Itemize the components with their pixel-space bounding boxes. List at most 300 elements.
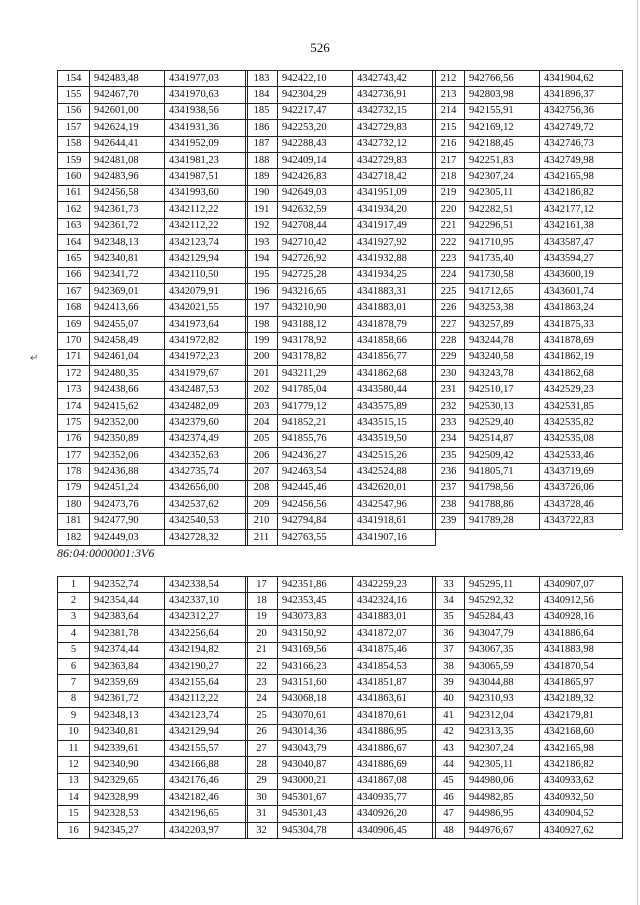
coordinate-x: 942409,14 [278, 152, 353, 168]
coordinate-x: 942726,92 [278, 251, 353, 267]
coordinate-x: 942354,44 [90, 593, 165, 609]
scan-edge-line [637, 0, 638, 905]
point-number: 223 [433, 251, 465, 267]
point-number: 221 [433, 218, 465, 234]
coordinate-x: 943044,88 [465, 675, 540, 691]
table-row [58, 757, 248, 773]
table-row [58, 806, 248, 822]
coordinate-x: 942329,65 [90, 773, 165, 789]
table-row [246, 642, 436, 658]
table-row [58, 773, 248, 789]
coordinate-x: 942304,29 [278, 87, 353, 103]
coordinate-y: 4342155,57 [165, 740, 248, 756]
coordinate-y: 4342352,63 [165, 447, 248, 463]
point-number: 210 [246, 513, 278, 529]
coordinates-table [57, 576, 248, 839]
coordinate-y: 4342129,94 [165, 251, 248, 267]
point-number: 236 [433, 464, 465, 480]
table-row [58, 136, 248, 152]
coordinate-y: 4342729,83 [353, 152, 436, 168]
coordinate-y: 4341870,54 [540, 658, 623, 674]
table-row [58, 708, 248, 724]
table-row [58, 87, 248, 103]
point-number: 215 [433, 120, 465, 136]
coordinate-x: 942451,24 [90, 480, 165, 496]
coordinate-y: 4341934,20 [353, 202, 436, 218]
point-number: 46 [433, 790, 465, 806]
coordinate-x: 942456,58 [90, 185, 165, 201]
table-row [433, 382, 623, 398]
point-number: 20 [246, 626, 278, 642]
coordinate-x: 941788,86 [465, 497, 540, 513]
point-number: 178 [58, 464, 90, 480]
coordinate-y: 4342338,54 [165, 577, 248, 593]
coordinate-x: 945304,78 [278, 822, 353, 838]
point-number: 16 [58, 822, 90, 838]
coordinate-x: 943067,35 [465, 642, 540, 658]
coordinate-x: 942345,27 [90, 822, 165, 838]
table-row [246, 822, 436, 838]
coordinate-y: 4341862,19 [540, 349, 623, 365]
point-number: 212 [433, 71, 465, 87]
table-row [58, 691, 248, 707]
table-row [246, 234, 436, 250]
table-row [246, 185, 436, 201]
coordinate-y: 4342487,53 [165, 382, 248, 398]
point-number: 217 [433, 152, 465, 168]
coordinate-y: 4341883,31 [353, 284, 436, 300]
point-number: 18 [246, 593, 278, 609]
point-number: 33 [433, 577, 465, 593]
point-number: 2 [58, 593, 90, 609]
table-row [246, 609, 436, 625]
coordinate-y: 4341972,23 [165, 349, 248, 365]
point-number: 237 [433, 480, 465, 496]
point-number: 32 [246, 822, 278, 838]
coordinate-y: 4341886,64 [540, 626, 623, 642]
point-number: 156 [58, 103, 90, 119]
coordinate-y: 4342324,16 [353, 593, 436, 609]
coordinate-y: 4341907,16 [353, 529, 436, 545]
coordinate-y: 4341927,92 [353, 234, 436, 250]
table-row [58, 185, 248, 201]
coordinate-x: 942282,51 [465, 202, 540, 218]
coordinate-y: 4341854,53 [353, 658, 436, 674]
point-number: 164 [58, 234, 90, 250]
table-row [246, 284, 436, 300]
coordinate-x: 942307,24 [465, 169, 540, 185]
coordinate-y: 4340907,07 [540, 577, 623, 593]
table-row [433, 609, 623, 625]
coordinate-x: 943000,21 [278, 773, 353, 789]
point-number: 199 [246, 333, 278, 349]
coordinate-y: 4341918,61 [353, 513, 436, 529]
table-row [433, 300, 623, 316]
point-number: 14 [58, 790, 90, 806]
table-row [246, 366, 436, 382]
coordinate-y: 4342186,82 [540, 757, 623, 773]
table-row [433, 234, 623, 250]
point-number: 173 [58, 382, 90, 398]
coordinate-y: 4341886,67 [353, 740, 436, 756]
coordinate-x: 941789,28 [465, 513, 540, 529]
coordinate-y: 4342535,08 [540, 431, 623, 447]
point-number: 41 [433, 708, 465, 724]
coordinate-y: 4342112,22 [165, 202, 248, 218]
point-number: 3 [58, 609, 90, 625]
point-number: 175 [58, 415, 90, 431]
table-row [246, 251, 436, 267]
table-row [246, 447, 436, 463]
coordinate-y: 4342735,74 [165, 464, 248, 480]
table-row [246, 626, 436, 642]
coordinate-y: 4341931,36 [165, 120, 248, 136]
point-number: 163 [58, 218, 90, 234]
table-row [246, 658, 436, 674]
table-row [433, 593, 623, 609]
point-number: 230 [433, 366, 465, 382]
point-number: 171 [58, 349, 90, 365]
table-row [433, 136, 623, 152]
coordinate-y: 4342749,72 [540, 120, 623, 136]
table-row [58, 333, 248, 349]
point-number: 42 [433, 724, 465, 740]
coordinate-y: 4343601,74 [540, 284, 623, 300]
coordinates-table [245, 70, 436, 546]
coordinate-y: 4342736,91 [353, 87, 436, 103]
coordinate-y: 4343594,27 [540, 251, 623, 267]
point-number: 5 [58, 642, 90, 658]
coordinate-y: 4342656,00 [165, 480, 248, 496]
point-number: 213 [433, 87, 465, 103]
coordinate-y: 4341862,68 [540, 366, 623, 382]
point-number: 8 [58, 691, 90, 707]
coordinate-x: 942341,72 [90, 267, 165, 283]
coordinate-y: 4342176,46 [165, 773, 248, 789]
point-number: 13 [58, 773, 90, 789]
coordinate-y: 4341987,51 [165, 169, 248, 185]
point-number: 197 [246, 300, 278, 316]
coordinate-x: 943014,36 [278, 724, 353, 740]
coordinate-x: 942480,35 [90, 366, 165, 382]
point-number: 15 [58, 806, 90, 822]
coordinate-x: 943244,78 [465, 333, 540, 349]
coordinate-x: 942305,11 [465, 185, 540, 201]
coordinate-x: 942348,13 [90, 708, 165, 724]
table-row [58, 431, 248, 447]
coordinate-y: 4342337,10 [165, 593, 248, 609]
coordinate-y: 4341952,09 [165, 136, 248, 152]
point-number: 235 [433, 447, 465, 463]
coordinate-x: 942253,20 [278, 120, 353, 136]
table-row [246, 415, 436, 431]
point-number: 155 [58, 87, 90, 103]
table-row [58, 366, 248, 382]
table-row [58, 658, 248, 674]
coordinate-y: 4342203,97 [165, 822, 248, 838]
coordinate-y: 4341867,08 [353, 773, 436, 789]
point-number: 188 [246, 152, 278, 168]
table-row [58, 609, 248, 625]
coordinate-x: 942644,41 [90, 136, 165, 152]
coordinate-x: 942415,62 [90, 398, 165, 414]
coordinate-y: 4342718,42 [353, 169, 436, 185]
table-row [246, 593, 436, 609]
table-row [246, 806, 436, 822]
table-row [58, 447, 248, 463]
table-row [433, 349, 623, 365]
point-number: 4 [58, 626, 90, 642]
page-number: 526 [310, 40, 330, 55]
table-row [58, 790, 248, 806]
table-row [433, 773, 623, 789]
coordinate-y: 4342524,88 [353, 464, 436, 480]
point-number: 200 [246, 349, 278, 365]
table-row [433, 71, 623, 87]
table-row [433, 103, 623, 119]
table-row [58, 464, 248, 480]
coordinate-y: 4340927,62 [540, 822, 623, 838]
coordinate-x: 941735,40 [465, 251, 540, 267]
point-number: 162 [58, 202, 90, 218]
coordinate-x: 945295,11 [465, 577, 540, 593]
coordinate-y: 4342728,32 [165, 529, 248, 545]
coordinate-x: 942483,48 [90, 71, 165, 87]
point-number: 191 [246, 202, 278, 218]
table-row [58, 234, 248, 250]
table-row [433, 398, 623, 414]
coordinate-x: 942601,00 [90, 103, 165, 119]
table-row [433, 822, 623, 838]
coordinate-y: 4342531,85 [540, 398, 623, 414]
coordinate-x: 943178,92 [278, 333, 353, 349]
coordinate-y: 4342379,60 [165, 415, 248, 431]
coordinate-x: 941805,71 [465, 464, 540, 480]
coordinate-y: 4343587,47 [540, 234, 623, 250]
coordinate-x: 942352,00 [90, 415, 165, 431]
coordinate-x: 943240,58 [465, 349, 540, 365]
table-row [58, 202, 248, 218]
table-row [58, 822, 248, 838]
table-row [58, 152, 248, 168]
coordinate-y: 4342112,22 [165, 691, 248, 707]
coordinate-x: 942461,04 [90, 349, 165, 365]
point-number: 201 [246, 366, 278, 382]
coordinates-table [432, 70, 623, 530]
coordinate-x: 942458,49 [90, 333, 165, 349]
coordinate-x: 942155,91 [465, 103, 540, 119]
point-number: 202 [246, 382, 278, 398]
coordinate-x: 943151,60 [278, 675, 353, 691]
coordinate-x: 942351,86 [278, 577, 353, 593]
coordinate-y: 4341865,97 [540, 675, 623, 691]
coordinate-x: 945301,67 [278, 790, 353, 806]
point-number: 219 [433, 185, 465, 201]
coordinate-x: 942725,28 [278, 267, 353, 283]
table-row [433, 267, 623, 283]
point-number: 218 [433, 169, 465, 185]
coordinate-x: 942348,13 [90, 234, 165, 250]
coordinates-table [432, 576, 623, 839]
coordinate-y: 4343728,46 [540, 497, 623, 513]
point-number: 208 [246, 480, 278, 496]
coordinate-y: 4341932,88 [353, 251, 436, 267]
coordinate-y: 4342079,91 [165, 284, 248, 300]
point-number: 233 [433, 415, 465, 431]
coordinate-x: 942413,66 [90, 300, 165, 316]
table-row [433, 806, 623, 822]
point-number: 44 [433, 757, 465, 773]
coordinate-x: 941855,76 [278, 431, 353, 447]
coordinate-x: 942483,96 [90, 169, 165, 185]
coordinate-y: 4342189,32 [540, 691, 623, 707]
point-number: 172 [58, 366, 90, 382]
coordinate-y: 4343519,50 [353, 431, 436, 447]
point-number: 203 [246, 398, 278, 414]
point-number: 239 [433, 513, 465, 529]
coordinate-x: 942340,90 [90, 757, 165, 773]
table-row [246, 382, 436, 398]
coordinate-y: 4341993,60 [165, 185, 248, 201]
coordinate-y: 4343722,83 [540, 513, 623, 529]
coordinate-y: 4342533,46 [540, 447, 623, 463]
point-number: 179 [58, 480, 90, 496]
table-row [58, 497, 248, 513]
coordinate-x: 942632,59 [278, 202, 353, 218]
table-row [246, 740, 436, 756]
coordinate-x: 942455,07 [90, 316, 165, 332]
point-number: 43 [433, 740, 465, 756]
point-number: 35 [433, 609, 465, 625]
table-row [433, 740, 623, 756]
point-number: 24 [246, 691, 278, 707]
table-row [433, 87, 623, 103]
coordinate-y: 4342529,23 [540, 382, 623, 398]
table-row [246, 152, 436, 168]
table-row [433, 757, 623, 773]
point-number: 229 [433, 349, 465, 365]
coordinate-x: 942530,13 [465, 398, 540, 414]
point-number: 40 [433, 691, 465, 707]
table-row [58, 251, 248, 267]
coordinate-x: 942426,83 [278, 169, 353, 185]
coordinate-x: 943210,90 [278, 300, 353, 316]
coordinate-x: 942436,27 [278, 447, 353, 463]
coordinate-x: 942624,19 [90, 120, 165, 136]
coordinate-x: 942369,01 [90, 284, 165, 300]
coordinate-x: 941710,95 [465, 234, 540, 250]
point-number: 10 [58, 724, 90, 740]
coordinate-x: 942445,46 [278, 480, 353, 496]
table-row [246, 691, 436, 707]
coordinate-x: 942296,51 [465, 218, 540, 234]
table-row [433, 480, 623, 496]
table-row [246, 349, 436, 365]
coordinate-y: 4342161,38 [540, 218, 623, 234]
coordinate-x: 942529,40 [465, 415, 540, 431]
coordinate-x: 942352,74 [90, 577, 165, 593]
coordinate-y: 4341875,46 [353, 642, 436, 658]
table-row [433, 366, 623, 382]
coordinate-y: 4341972,82 [165, 333, 248, 349]
point-number: 186 [246, 120, 278, 136]
point-number: 48 [433, 822, 465, 838]
coordinate-x: 942803,98 [465, 87, 540, 103]
coordinate-x: 941730,58 [465, 267, 540, 283]
point-number: 216 [433, 136, 465, 152]
point-number: 232 [433, 398, 465, 414]
point-number: 196 [246, 284, 278, 300]
point-number: 12 [58, 757, 90, 773]
coordinate-y: 4342110,50 [165, 267, 248, 283]
table-row [246, 675, 436, 691]
coordinate-y: 4341970,63 [165, 87, 248, 103]
table-row [246, 464, 436, 480]
coordinate-x: 944980,06 [465, 773, 540, 789]
point-number: 224 [433, 267, 465, 283]
coordinate-x: 942766,56 [465, 71, 540, 87]
margin-mark: ↵ [30, 353, 39, 364]
coordinate-x: 942310,93 [465, 691, 540, 707]
point-number: 177 [58, 447, 90, 463]
table-row [433, 185, 623, 201]
coordinate-y: 4342129,94 [165, 724, 248, 740]
coordinate-x: 942169,12 [465, 120, 540, 136]
coordinate-x: 942340,81 [90, 251, 165, 267]
point-number: 34 [433, 593, 465, 609]
point-number: 184 [246, 87, 278, 103]
coordinate-y: 4341973,64 [165, 316, 248, 332]
coordinate-x: 942509,42 [465, 447, 540, 463]
point-number: 189 [246, 169, 278, 185]
coordinate-x: 942251,83 [465, 152, 540, 168]
table-row [58, 382, 248, 398]
point-number: 176 [58, 431, 90, 447]
point-number: 174 [58, 398, 90, 414]
coordinate-x: 945301,43 [278, 806, 353, 822]
coordinate-x: 943243,78 [465, 366, 540, 382]
point-number: 36 [433, 626, 465, 642]
coordinate-x: 942381,78 [90, 626, 165, 642]
table-row [58, 284, 248, 300]
table-row [433, 431, 623, 447]
point-number: 214 [433, 103, 465, 119]
point-number: 168 [58, 300, 90, 316]
coordinate-y: 4342165,98 [540, 740, 623, 756]
point-number: 27 [246, 740, 278, 756]
coordinate-y: 4341851,87 [353, 675, 436, 691]
table-row [433, 724, 623, 740]
coordinate-y: 4342620,01 [353, 480, 436, 496]
coordinate-x: 942353,45 [278, 593, 353, 609]
coordinate-y: 4341886,69 [353, 757, 436, 773]
point-number: 29 [246, 773, 278, 789]
coordinate-x: 943150,92 [278, 626, 353, 642]
coordinate-y: 4341878,79 [353, 316, 436, 332]
coordinate-y: 4343600,19 [540, 267, 623, 283]
table-row [433, 169, 623, 185]
coordinate-y: 4342732,15 [353, 103, 436, 119]
coordinates-table [245, 576, 436, 839]
table-row [433, 642, 623, 658]
table-row [433, 120, 623, 136]
point-number: 226 [433, 300, 465, 316]
coordinate-x: 942361,72 [90, 691, 165, 707]
coordinate-x: 941785,04 [278, 382, 353, 398]
cadastral-number-label: 86:04:0000001:3V6 [57, 546, 155, 560]
table-row [58, 593, 248, 609]
point-number: 231 [433, 382, 465, 398]
